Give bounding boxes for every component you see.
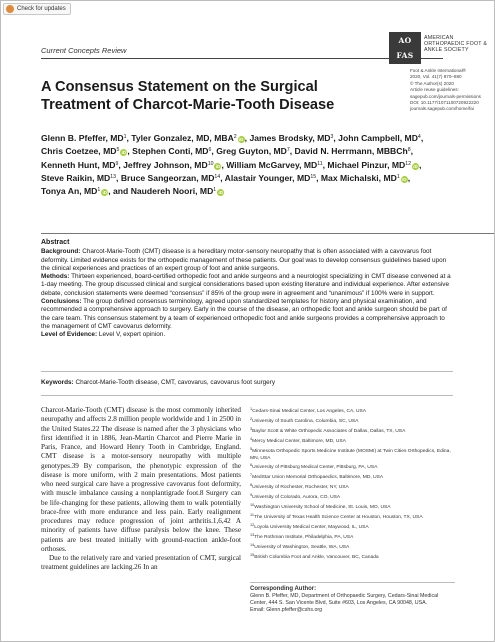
conclusions-label: Conclusions: [41, 298, 82, 306]
keywords [41, 379, 453, 387]
author-name: Chris Coetzee, MD [41, 146, 117, 157]
background-label: Background: [41, 248, 81, 256]
check-for-updates-label: Check for updates [17, 6, 66, 12]
header-rule [41, 58, 443, 59]
affiliation-line [250, 522, 455, 532]
affiliation-text: University of South Carolina, Columbia, SC, USA [252, 418, 359, 424]
author-name: James Brodsky, MD [249, 133, 331, 143]
affiliation-number: 9 [250, 493, 253, 498]
affiliation-text: Minnesota Orthopedic Sports Medicine Institute (MOSMI) at Twin Cities Orthopedics, Edina, MN, USA [250, 448, 451, 461]
metadata-line: DOI: 10.1177/1071100720922220 [410, 100, 479, 106]
affiliation-line [250, 436, 455, 446]
affiliation-number: 3 [250, 426, 253, 431]
affiliation-number: 15 [250, 552, 255, 557]
affiliation-number: 2 [250, 416, 253, 421]
author-affiliation-number: 1 [213, 187, 217, 194]
check-for-updates-button[interactable] [3, 3, 71, 15]
aofas-logo-mark [389, 32, 421, 64]
affiliation-text: Mercy Medical Center, Baltimore, MD, USA [252, 438, 346, 444]
keywords-rule-bottom [41, 395, 453, 396]
affiliation-line [250, 406, 455, 416]
author-name: Naudereh Noori, MD [130, 186, 214, 197]
affiliation-line [250, 492, 455, 502]
orcid-icon[interactable]: iD [238, 137, 244, 142]
aofas-logo [389, 32, 487, 64]
author-affiliation-number: 1 [396, 173, 400, 180]
affiliation-line [250, 552, 455, 562]
affiliation-number: 14 [250, 542, 255, 547]
affiliation-text: British Columbia Foot and Ankle, Vancouver, BC, Canada [254, 554, 379, 560]
affiliation-text: University of Colorado, Aurora, CO, USA [252, 495, 341, 501]
metadata-line: © The Author(s) 2020 [410, 80, 454, 86]
keywords-rule-top [41, 371, 453, 372]
author-name: Michael Pinzur, MD [327, 159, 406, 170]
author-name: David N. Herrmann, MBBCh [294, 146, 408, 157]
author-name: Steve Raikin, MD [41, 172, 111, 183]
author-affiliation-number: 10 [207, 160, 214, 167]
author-name: Alastair Younger, MD [224, 172, 311, 183]
affiliation-line [250, 542, 455, 552]
author-name: Tonya An, MD [41, 186, 98, 197]
affiliation-text: University of Washington, Seattle, WA, USA [254, 544, 350, 550]
affiliation-line [250, 472, 455, 482]
author-name: Stephen Conti, MD [132, 146, 209, 157]
author-name: Glenn B. Pfeffer, MD [41, 133, 124, 143]
orcid-icon[interactable]: iD [121, 150, 127, 156]
affiliation-line [250, 512, 455, 522]
affiliation-text: The Rothman Institute, Philadelphia, PA, USA [254, 534, 354, 540]
affiliation-text: The University of Texas Health Science Center at Houston, Houston, TX, USA [253, 514, 423, 520]
author-affiliation-number: 4 [417, 134, 421, 140]
affiliation-number: 8 [250, 483, 253, 488]
crossmark-icon [6, 5, 14, 13]
body-column [41, 406, 241, 573]
metadata-line: 2020, Vol. 41(7) 870–880 [410, 74, 462, 80]
affiliation-number: 13 [250, 532, 255, 537]
affiliation-text: Loyola University Medical Center, Maywood, IL, USA [254, 524, 369, 530]
author-list: Glenn B. Pfeffer, $MD^1$, Tyler Gonzalez, MD, MBA$^2$ iD, James Brodsky, $MD^3$, John Campbell, $MD^4$, Chris Coetzee, $MD^5$ iD, Stephen Conti, $MD^6$, Greg Guyton, $MD^7$, David N. Herrmann, MBBCh$^8$, Kenneth Hunt, $MD^9$, Jeffrey Johnson, MD$^{10}$ iD, William McGarvey, MD$^{11}$, Michael Pinzur, MD$^{12}$ iD, Steve Raikin, MD$^{13}$, Bruce Sangeorzan, MD$^{14}$, Alastair Younger, MD$^{15}$, Max Michalski, $MD^1$ iD, Tonya An, $MD^1$ iD, and Naudereh Noori, $MD^1$ iD [41, 133, 424, 197]
orcid-icon[interactable]: iD [218, 190, 223, 196]
author-name: Bruce Sangeorzan, MD [120, 172, 215, 183]
affiliation-line [250, 532, 455, 542]
logo-mark-line: FAS [396, 51, 414, 60]
author-affiliation-number: 8 [407, 147, 411, 154]
affiliation-number: 5 [250, 446, 253, 451]
author-affiliation-number: 15 [310, 173, 317, 180]
affiliation-number: 6 [250, 463, 253, 468]
level-label: Level of Evidence: [41, 331, 98, 339]
author-affiliation-number: 12 [405, 160, 412, 167]
author-name: William McGarvey, MD [226, 159, 318, 170]
author-name: Kenneth Hunt, MD [41, 159, 116, 170]
corresponding-heading: Corresponding Author: [250, 586, 317, 592]
author-name: Jeffrey Johnson, MD [123, 159, 208, 170]
author-affiliation-number: 13 [110, 173, 117, 180]
article-type: Current Concepts Review [41, 46, 127, 55]
affiliation-line [250, 482, 455, 492]
author-affiliation-number: 11 [317, 160, 323, 167]
abstract-conclusions [41, 298, 453, 331]
metadata-line: sagepub.com/journals-permissions [410, 93, 481, 99]
body-paragraph-1: Charcot-Marie-Tooth (CMT) disease is the most commonly inherited neuropathy and affects 2.8 million people worldwide and 1 in 2500 in the United States.22 The disease is named after the 3 physicians who first identified it in 1886, Jean-Martin Charcot and Pierre Marie in Paris, France, and Howard Henry Tooth in Cambridge, England. CMT disease is a motor-sensory neuropathy with multiple genotypes.39 By comparison, the phenotypic expression of the disease is more uniform, with 2 main presentations. Most patients who need surgical care have a progressive cavovarus foot deformity, with muscle imbalance causing a nonplantigrade foot.8 Surgery can be life-changing for these patients, allowing them to walk potentially brace-free with more endurance and less pain. Early realignment procedures may reduce progression of joint arthritis.1,6,42 A minority of patients have diffuse paralysis below the knee. These patients are best treated initially with ground-reaction ankle-foot orthoses. [41, 406, 241, 553]
affiliation-line [250, 446, 455, 463]
author-affiliation-number: 6 [208, 147, 212, 154]
affiliation-text: University of Pittsburg Medical Center, Pittsburg, PA, USA [252, 465, 378, 471]
background-text: Charcot-Marie-Tooth (CMT) disease is a hereditary motor-sensory neuropathy that is often associated with a cavovarus foot deformity. Limited evidence exists for the orthopedic management of these patients. Our goal was to develop consensus guidelines based upon the clinical experiences and practices of an expert group of foot and ankle surgeons. [41, 248, 447, 272]
keywords-text: Charcot-Marie-Tooth disease, CMT, cavovarus, cavovarus foot surgery [73, 379, 276, 386]
author-affiliation-number: 7 [286, 147, 290, 154]
conclusions-text: The group defined consensus terminology, agreed upon standardized templates for history and physical examination, and recommended a comprehensive approach to surgery. Early in the course of the disease, an orthopedic foot and ankle surgeon should be part of the care team. This consensus statement by a team of experienced orthopedic foot and ankle surgeons provides a comprehensive approach to the management of CMT cavovarus deformity. [41, 298, 447, 330]
affiliation-line [250, 502, 455, 512]
corresponding-email[interactable]: Email: Glenn.pfeffer@cshs.org [250, 606, 323, 613]
affiliation-text: Cedars-Sinai Medical Center, Los Angeles, CA, USA [252, 409, 367, 414]
author-name: Max Michalski, MD [320, 172, 397, 183]
orcid-icon[interactable]: iD [401, 176, 407, 182]
author-affiliation-number: 1 [97, 187, 101, 194]
body-paragraph-2: Due to the relatively rare and varied presentation of CMT, surgical treatment guidelines are lacking.26 In an [41, 554, 241, 572]
abstract-methods [41, 273, 453, 298]
orcid-icon[interactable]: iD [215, 163, 221, 169]
metadata-line: journals.sagepub.com/home/fai [410, 106, 474, 112]
abstract-rule [41, 233, 494, 234]
corresponding-text: Glenn B. Pfeffer, MD, Department of Orthopaedic Surgery, Cedars-Sinai Medical Center, 444 S. San Vicente Blvd, Suite #603, Los Angeles, CA 90048, USA. [250, 592, 439, 606]
aofas-logo-name: AMERICAN ORTHOPAEDIC FOOT & ANKLE SOCIETY [424, 35, 488, 54]
affiliation-text: Washington University School of Medicine, St. Louis, MO, USA [254, 505, 391, 511]
orcid-icon[interactable]: iD [102, 190, 107, 196]
affiliation-line [250, 416, 455, 426]
metadata-line: Foot & Ankle International® [410, 68, 466, 73]
metadata-line: Article reuse guidelines: [410, 87, 459, 93]
article-title: A Consensus Statement on the Surgical Treatment of Charcot-Marie-Tooth Disease [41, 79, 335, 113]
abstract-heading: Abstract [41, 239, 70, 246]
author-name: Tyler Gonzalez, MD, MBA [131, 133, 234, 143]
affiliation-number: 7 [250, 473, 253, 478]
corresponding-author [250, 582, 455, 614]
abstract-level [41, 331, 453, 339]
level-text: Level V, expert opinion. [97, 331, 166, 339]
affiliation-text: University of Rochester, Rochester, NY, USA [252, 485, 349, 491]
author-affiliation-number: 14 [214, 173, 221, 180]
affiliation-number: 12 [250, 522, 255, 527]
affiliation-text: Baylor Scott & White Orthopedic Associates of Dallas, Dallas, TX, USA [252, 428, 406, 434]
author-affiliation-number: 5 [116, 147, 120, 154]
logo-mark-line: AO [398, 36, 412, 45]
author-affiliation-number: 9 [115, 160, 119, 167]
author-affiliation-number: 2 [233, 134, 237, 140]
affiliation-text: MedStar Union Memorial Orthopaedics, Baltimore, MD, USA [252, 475, 384, 481]
author-affiliation-number: 3 [330, 134, 334, 140]
affiliation-number: 10 [250, 503, 255, 508]
abstract [41, 239, 453, 340]
author-affiliation-number: 1 [123, 134, 127, 140]
journal-metadata [410, 68, 494, 113]
methods-text: Thirteen experienced, board-certified orthopedic foot and ankle surgeons and a neurologist specializing in CMT disease convened at a 1-day meeting. The group discussed clinical and surgical considerations based upon existing literature and individual experience. After extensive debate, conclusion statements were deemed “consensus” if 85% of the group were in agreement and “unanimous” if 100% were in support. [41, 273, 451, 297]
author-name: John Campbell, MD [338, 133, 418, 143]
affiliation-line [250, 462, 455, 472]
methods-label: Methods: [41, 273, 70, 281]
affiliation-line [250, 426, 455, 436]
orcid-icon[interactable]: iD [413, 163, 418, 169]
affiliation-number: 1 [250, 407, 253, 411]
affiliation-number: 4 [250, 436, 253, 441]
abstract-background [41, 248, 453, 273]
author-name: Greg Guyton, MD [216, 146, 287, 157]
keywords-label: Keywords: [41, 379, 74, 386]
affiliation-number: 11 [250, 512, 254, 517]
affiliations [250, 406, 455, 562]
